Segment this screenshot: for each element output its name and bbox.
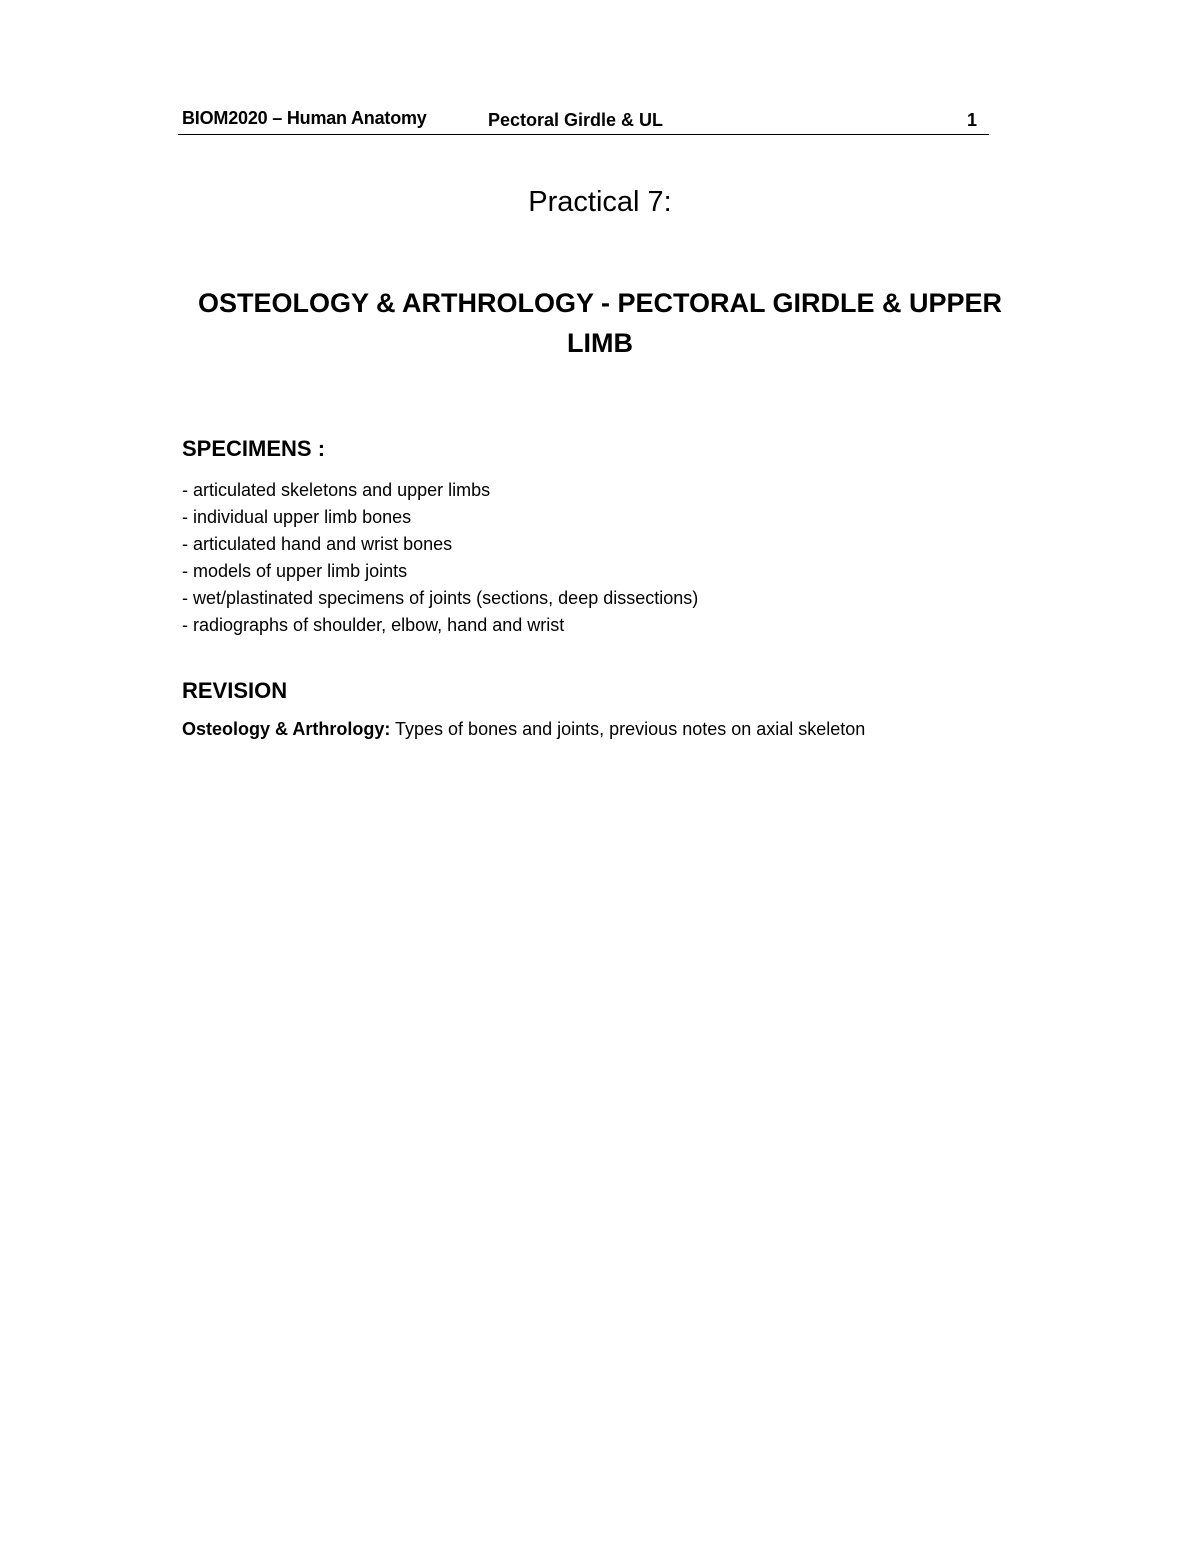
list-item: - individual upper limb bones xyxy=(182,507,412,527)
list-item: - models of upper limb joints xyxy=(182,561,408,581)
running-header xyxy=(178,108,989,135)
revision-label: Osteology & Arthrology: xyxy=(182,719,391,739)
main-title-line-1: OSTEOLOGY & ARTHROLOGY - PECTORAL GIRDLE & UPPER xyxy=(197,288,1003,318)
list-item: - wet/plastinated specimens of joints (sections, deep dissections) xyxy=(182,588,699,608)
revision-heading: REVISION xyxy=(182,678,288,703)
list-item: - articulated hand and wrist bones xyxy=(182,534,453,554)
revision-body: Types of bones and joints, previous notes on axial skeleton xyxy=(390,719,866,739)
practical-title: Practical 7: xyxy=(528,186,672,218)
revision-paragraph xyxy=(182,719,865,740)
header-page-number: 1 xyxy=(966,110,977,130)
specimens-heading: SPECIMENS : xyxy=(182,436,326,461)
main-title xyxy=(180,283,1020,363)
specimens-list xyxy=(182,477,698,639)
list-item: - radiographs of shoulder, elbow, hand and wrist xyxy=(182,615,565,635)
header-topic: Pectoral Girdle & UL xyxy=(488,110,664,130)
main-title-line-2: LIMB xyxy=(567,328,633,358)
list-item: - articulated skeletons and upper limbs xyxy=(182,480,491,500)
header-course: BIOM2020 – Human Anatomy xyxy=(182,108,427,128)
